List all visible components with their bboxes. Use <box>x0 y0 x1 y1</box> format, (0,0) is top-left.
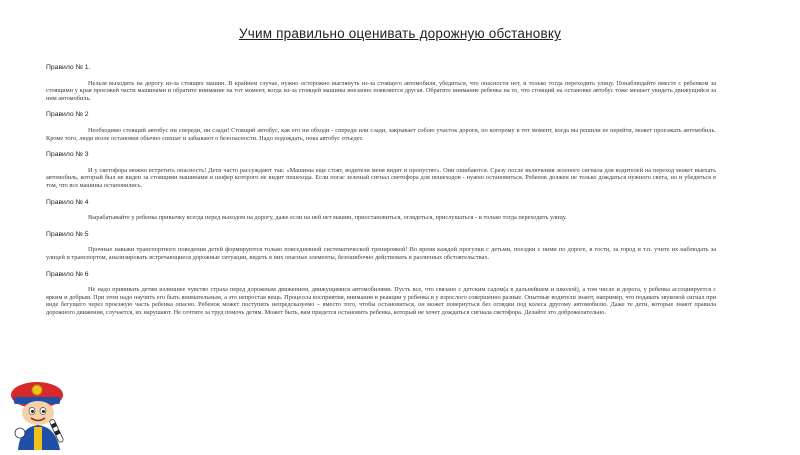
rule-3 <box>46 151 716 189</box>
rule-2 <box>46 111 716 142</box>
page-title: Учим правильно оценивать дорожную обстановку <box>238 26 562 41</box>
rule-heading: Правило № 6 <box>46 270 89 278</box>
rule-text: Нельзя выходить на дорогу из-за стоящих машин. В крайнем случае, нужно осторожно выглянуть из-за стоящего автомобиля, убедиться, что опасности нет, и только тогда переходить улицу. Понаблюдайте вместе с ребенком за стоящими у края проезжей части машинами и обратите внимание на тот момент, когда из-за стоящей машины внезапно появляется другая. Обратите внимание ребенка на то, что стоящий на остановке автобус тоже мешает увидеть движущийся за ним автомобиль. <box>46 79 716 102</box>
rule-1 <box>46 64 716 102</box>
rule-6 <box>46 271 716 317</box>
rule-text: Вырабатывайте у ребенка привычку всегда перед выходом на дорогу, даже если на ней нет машин, приостановиться, оглядеться, прислушаться - и только тогда переходить улицу. <box>88 214 567 222</box>
rules-list <box>46 64 716 325</box>
rule-heading: Правило № 4 <box>46 198 89 206</box>
traffic-officer-mascot-icon <box>4 375 74 450</box>
rule-4 <box>46 199 716 222</box>
rule-text: Прочные навыки транспортного поведения детей формируются только повседневной систематической тренировкой! Во время каждой прогулки с детьми, поездки с ними по дороге, в гости, за город и т.п. учите их наблюдать за улицей и транспортом, анализировать встречающиеся дорожные ситуации, видеть в них опасные элементы, безошибочно действовать в различных обстоятельствах. <box>46 246 716 261</box>
rule-heading: Правило № 2 <box>46 111 89 119</box>
rule-heading: Правило № 1. <box>46 64 91 71</box>
rule-heading: Правило № 5 <box>46 230 89 238</box>
rule-5 <box>46 231 716 262</box>
rule-text: И у светофора можно встретить опасность! Дети часто рассуждают так: «Машины еще стоят, водители меня видят и пропустят». Они ошибаются. Сразу после включения зеленого сигнала для водителей на переход может выехать автомобиль, который был не виден за стоящими машинами и шофер которого не видит пешехода. Если погас зеленый сигнал светофора для пешеходов - нужно остановиться. Ребенок должен не только дождаться нужного света, но и убедиться в том, что все машины остановились. <box>46 166 716 189</box>
rule-text: Необходимо стоящий автобус ни спереди, ни сзади! Стоящий автобус, как его ни обходи - спереди или сзади, закрывает собою участок дороги, по которому в тот момент, когда вы решили ее перейти, может проезжать автомобиль. Кроме того, люди возле остановки обычно спешат и забывают о безопасности. Надо подождать, пока автобус отъедет. <box>46 126 716 142</box>
rule-text: Не надо прививать детям излишнее чувство страха перед дорожным движением, движущимися автомобилями. Пусть все, что связано с детским садом(а в дальнейшем и школой), а том числе и дорога, у ребенка ассоциируется с ярким и добрым. При этом надо научить его быть внимательным, а это непростая вещь. Процессы восприятия, внимания и реакции у ребенка и у взрослого совершенно разные. Опытные водители знают, например, что подавать звуковой сигнал при виде бегущего через проезжую часть ребенка опасно. Ребенок может поступить непредсказуемо – вместо того, чтобы остановиться, он может повернуться без оглядки под колеса другому автомобилю. Даже те дети, которые знают правила дорожного движения, случается, их нарушают. Не сочтите за труд помочь детям. Может быть, вам придется остановить ребенка, который не хочет дождаться сигнала светофора. Делайте это доброжелательно. <box>46 286 716 316</box>
rule-heading: Правило № 3 <box>46 151 89 159</box>
